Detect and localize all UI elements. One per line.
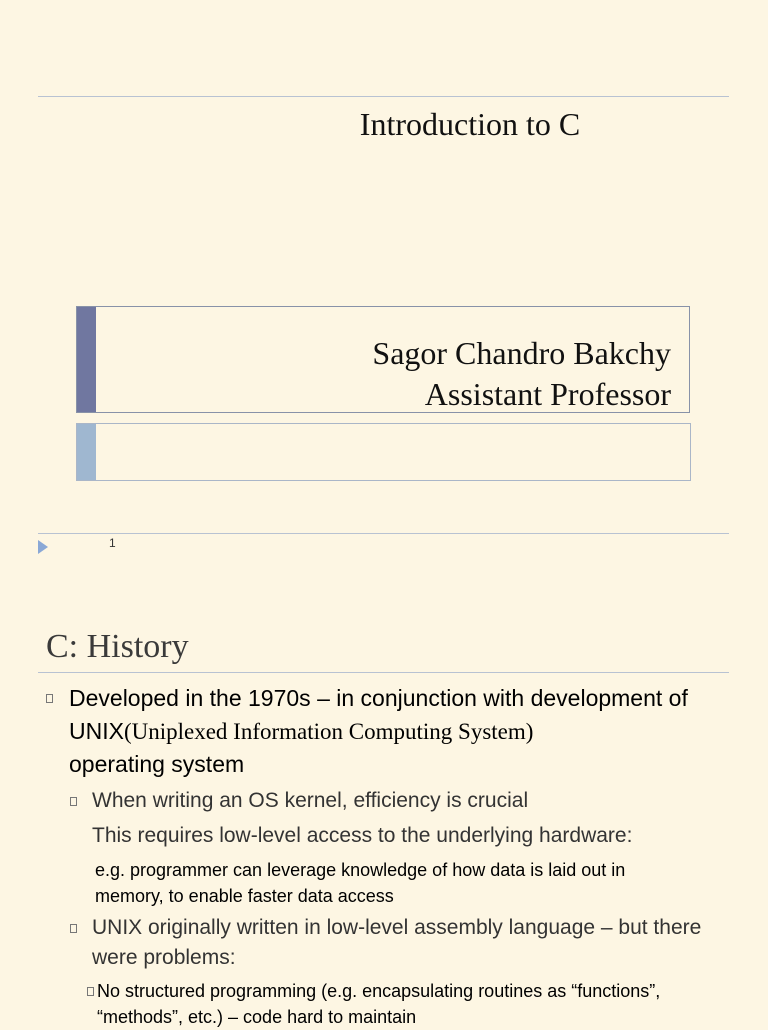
bullet-icon (46, 694, 53, 703)
subtitle-accent-bar (77, 424, 96, 480)
bullet-icon (70, 924, 77, 933)
detail-text: No structured programming (e.g. encapsulating routines as “functions”, “methods”, etc.) – code hard to maintain (97, 981, 661, 1027)
subtitle-box (76, 423, 691, 481)
slide-number: 1 (109, 536, 116, 550)
slide-title-history: C: History (46, 628, 189, 665)
author-block (372, 333, 671, 415)
slide-divider (38, 533, 729, 534)
play-icon[interactable] (38, 540, 48, 554)
bullet1-end: operating system (69, 751, 245, 777)
slide-title: Introduction to C (359, 106, 581, 142)
author-role: Assistant Professor (424, 376, 671, 412)
detail-text: e.g. programmer can leverage knowledge of how data is laid out in memory, to enable faster data access (95, 860, 626, 906)
bullet-text (69, 682, 759, 781)
bullet1-unix-expansion: (Uniplexed Information Computing System) (123, 719, 534, 744)
author-name: Sagor Chandro Bakchy (372, 335, 671, 371)
bullet-icon (87, 987, 94, 996)
sub-bullet-text: UNIX originally written in low-level assembly language – but there were problems: (92, 916, 702, 969)
title-underline (38, 672, 729, 673)
author-accent-bar (77, 307, 96, 412)
top-rule (38, 96, 729, 97)
sub-bullet-text: When writing an OS kernel, efficiency is crucial (92, 789, 529, 812)
bullet-icon (70, 797, 77, 806)
bullet1-text: Developed in the 1970s – in conjunction with development of UNIX (69, 685, 688, 744)
sub-bullet-continuation: This requires low-level access to the underlying hardware: (92, 824, 633, 847)
author-box (76, 306, 690, 413)
